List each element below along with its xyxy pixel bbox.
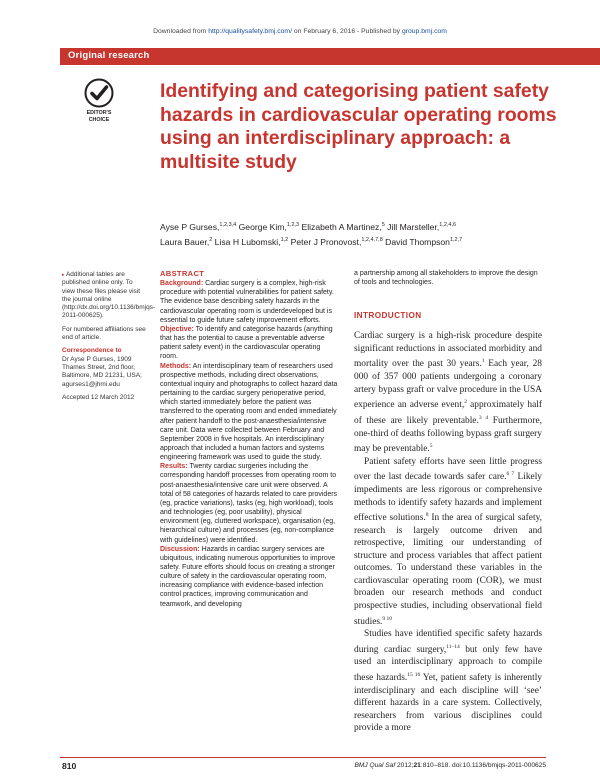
publisher-link[interactable]: group.bmj.com bbox=[401, 28, 447, 35]
triangle-bullet-icon: ▸ bbox=[62, 272, 65, 278]
download-note bbox=[0, 28, 600, 35]
citation-ref: 2 bbox=[464, 399, 467, 406]
abstract-text: Cardiac surgery is a complex, high-risk procedure with potential vulnerabilities for patient safety. The evidence base describing safety hazards in the cardiovascular operating room is underdeveloped but is essential to guide future safety improvement efforts. bbox=[160, 280, 334, 324]
author-affil: 2 bbox=[209, 236, 213, 243]
author-name: Elizabeth A Martinez, bbox=[299, 221, 382, 232]
section-bar bbox=[60, 48, 600, 65]
author-name: Peter J Pronovost, bbox=[288, 236, 362, 247]
abstract-objective bbox=[160, 325, 338, 362]
abstract-heading: ABSTRACT bbox=[160, 269, 205, 278]
article-sidebar bbox=[62, 271, 156, 407]
download-prefix: Downloaded from bbox=[153, 28, 209, 35]
abstract-text: An interdisciplinary team of researchers used prospective methods, including direct observations, contextual inquiry and photographs to collect hazard data pertaining to the cardiac surgery perioperative period, which started immediately before the patient was transferred to the operating room and ended immediately after patient handoff to the post-anaesthesia/intensive care unit. Data were collected between February and September 2008 in five hospitals. An interdisciplinary approach that included a human factors and systems engineering framework was used to guide the study. bbox=[160, 362, 338, 462]
journal-abbrev: BMJ Qual Saf bbox=[354, 762, 396, 769]
journal-link[interactable]: http://qualitysafety.bmj.com/ bbox=[208, 28, 292, 35]
intro-text: Likely impediments are less rigorous or comprehensive methods to identify safety hazards and implement effective solutions. bbox=[354, 472, 542, 524]
abstract-text: Hazards in cardiac surgery services are ubiquitous, indicating numerous opportunities to improve safety. Future efforts should focus on creating a stronger culture of safety in the cardiovascular operating room, increasing compliance with evidence-based infection control practices, improving communication and teamwork, and developing bbox=[160, 545, 336, 608]
abstract-label: Methods: bbox=[160, 362, 192, 370]
intro-text: approximately half of these are likely preventable. bbox=[354, 400, 542, 426]
author-affil: 1,2 bbox=[280, 236, 289, 243]
intro-text: Each year, 28 000 of 357 000 patients undergoing a coronary artery bypass graft or valve procedure in the USA experience an adverse event, bbox=[354, 359, 542, 411]
citation bbox=[354, 762, 546, 769]
author-name: Jill Marsteller, bbox=[384, 221, 440, 232]
citation-volume: 21 bbox=[413, 762, 421, 769]
citation-year: 2012; bbox=[395, 762, 414, 769]
supp-note-text: Additional tables are published online only. To view these files please visit the journal online (http://dx.doi.org/10.1136/bmjqs-2011-000625). bbox=[62, 271, 156, 320]
intro-text: Yet, patient safety is inherently interdisciplinary and each discipline will ‘see’ different hazards in a care system. Collectively, researchers from various disciplines could provide a more bbox=[354, 673, 542, 734]
author-affil: 1,2,4,6 bbox=[439, 222, 457, 228]
abstract-background bbox=[160, 279, 338, 325]
introduction-body bbox=[354, 330, 542, 735]
author-name: George Kim, bbox=[236, 221, 287, 232]
checkmark-badge-icon bbox=[84, 78, 114, 108]
abstract bbox=[160, 269, 338, 609]
citation-ref: 9 10 bbox=[382, 615, 393, 622]
editors-choice-badge bbox=[76, 78, 122, 123]
intro-paragraph bbox=[354, 456, 542, 628]
abstract-label: Objective: bbox=[160, 325, 194, 333]
abstract-discussion bbox=[160, 545, 338, 609]
author-affil: 5 bbox=[381, 222, 385, 228]
correspondence-heading: Correspondence to bbox=[62, 347, 122, 355]
citation-ref: 5 bbox=[429, 443, 433, 450]
citation-ref: 3 4 bbox=[478, 414, 489, 421]
intro-paragraph bbox=[354, 628, 542, 735]
author-name: Lisa H Lubomski, bbox=[212, 236, 281, 247]
intro-text: In the area of surgical safety, research is largely outcome driven and retrospective, limiting our understanding of structure and process variables that affect patient outcomes. To understand these variables in the cardiovascular operating room (COR), we must broaden our research methods and conduct prospective studies, including observational field studies. bbox=[354, 513, 542, 627]
section-label: Original research bbox=[68, 50, 150, 61]
abstract-label: Results: bbox=[160, 463, 188, 471]
abstract-methods bbox=[160, 362, 338, 463]
intro-paragraph bbox=[354, 330, 542, 455]
intro-text: Cardiac surgery is a high-risk procedure despite significant reductions in associated morbidity and mortality over the past 30 years. bbox=[354, 331, 542, 370]
affiliation-note: For numbered affiliations see end of article. bbox=[62, 325, 146, 342]
citation-pages-doi: :810–818. doi:10.1136/bmjqs-2011-000625 bbox=[420, 762, 546, 769]
author-name: David Thompson bbox=[382, 236, 450, 247]
abstract-continuation: a partnership among all stakeholders to improve the design of tools and technologies. bbox=[354, 270, 538, 287]
abstract-results bbox=[160, 462, 338, 544]
intro-text: Studies have identified specific safety hazards during cardiac surgery, bbox=[354, 629, 542, 655]
author-affil: 1,2,3 bbox=[286, 222, 300, 228]
intro-text: Patient safety efforts have seen little progress over the last decade towards safer care. bbox=[354, 456, 542, 483]
abstract-text: To identify and categorise hazards (anything that has the potential to cause a preventable adverse patient safety event) in the cardiovascular operating room. bbox=[160, 325, 333, 361]
correspondence-details: Dr Ayse P Gurses, 1909 Thames Street, 2nd floor, Baltimore, MD 21231, USA; agurses1@jhmi.edu bbox=[62, 355, 142, 388]
citation-ref: 15 16 bbox=[407, 671, 421, 678]
abstract-label: Discussion: bbox=[160, 545, 200, 553]
citation-ref: 1 bbox=[481, 358, 485, 365]
author-affil: 1,2,4,7,8 bbox=[361, 236, 383, 243]
page-number: 810 bbox=[62, 761, 77, 771]
intro-text: Furthermore, one-third of deaths following bypass graft surgery may be preventable. bbox=[354, 415, 542, 455]
introduction-heading: INTRODUCTION bbox=[354, 311, 422, 321]
footer-rule bbox=[60, 757, 546, 758]
abstract-label: Background: bbox=[160, 280, 204, 288]
author-name: Laura Bauer, bbox=[160, 236, 210, 247]
intro-text: but only few have used an interdisciplinary approach to compile these hazards. bbox=[354, 644, 543, 684]
citation-ref: 8 bbox=[425, 512, 429, 519]
citation-ref: 6 7 bbox=[506, 471, 515, 478]
abstract-text: Twenty cardiac surgeries including the corresponding handoff processes from operating room to post-anaesthesia/intensive care unit were observed. A total of 58 categories of hazards related to care providers (eg, practice variations), tasks (eg, high workload), tools and technologies (eg, poor usability), physical environment (eg, cluttered workspace), organisation (eg, hierarchical culture) and processes (eg, non-compliance with guidelines) were identified. bbox=[160, 463, 338, 544]
accepted-date: Accepted 12 March 2012 bbox=[62, 393, 135, 401]
author-name: Ayse P Gurses, bbox=[160, 221, 220, 232]
author-line-1 bbox=[160, 219, 580, 234]
author-affil: 1,2,3,4 bbox=[219, 222, 237, 228]
download-middle: on February 6, 2016 - Published by bbox=[292, 28, 402, 35]
author-affil: 1,2,7 bbox=[449, 236, 463, 243]
supplementary-note bbox=[62, 271, 156, 321]
author-list bbox=[160, 219, 580, 249]
article-title: Identifying and categorising patient safety hazards in cardiovascular operating rooms using an interdisciplinary approach: a multisite study bbox=[160, 80, 557, 173]
right-column bbox=[354, 269, 542, 735]
author-line-2 bbox=[160, 234, 580, 249]
citation-ref: 11–14 bbox=[446, 643, 460, 650]
badge-line1: EDITOR'S bbox=[86, 110, 112, 116]
badge-line2: CHOICE bbox=[88, 116, 110, 123]
